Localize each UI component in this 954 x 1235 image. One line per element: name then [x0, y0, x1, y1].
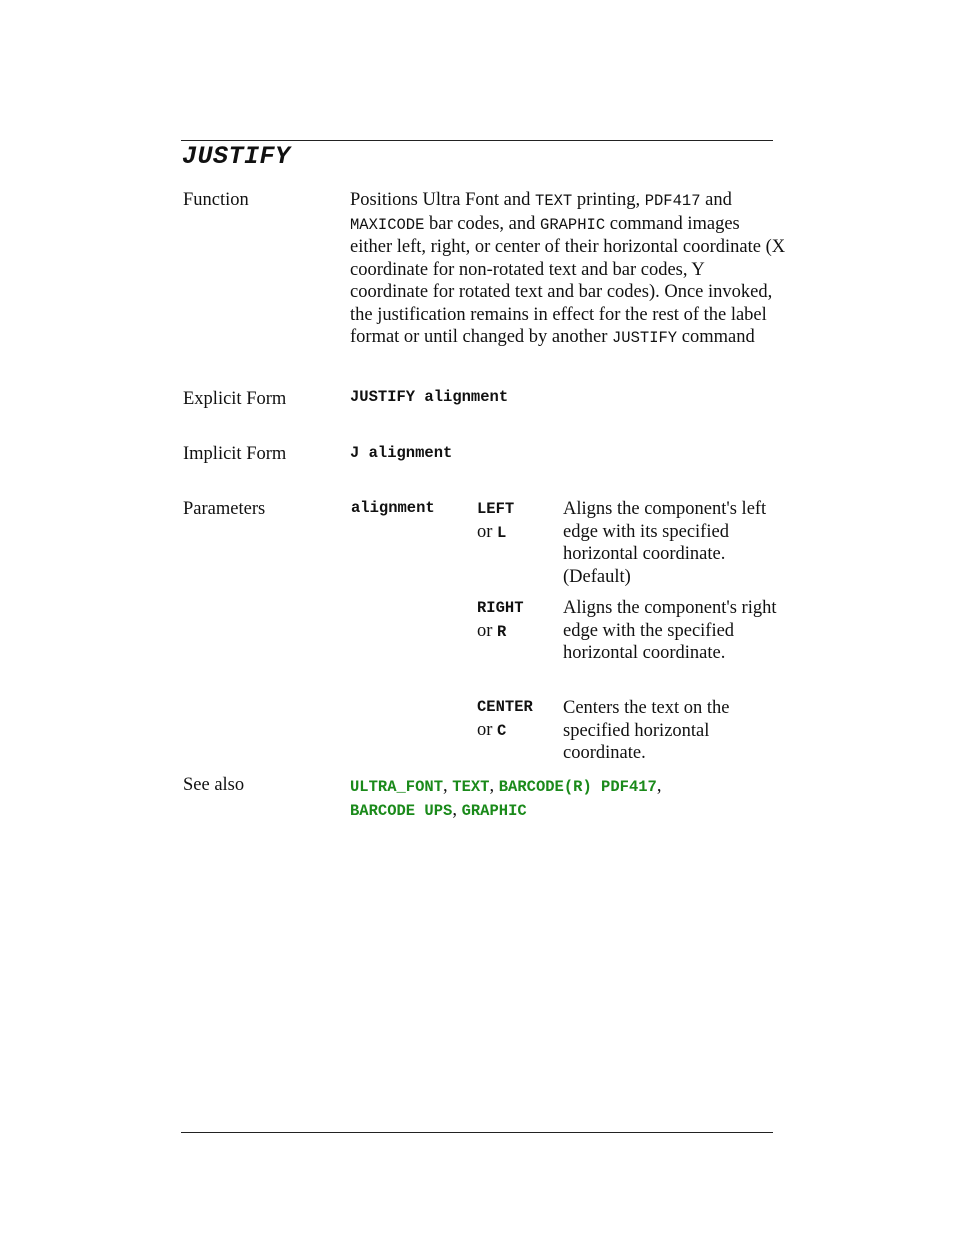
option-left-value — [477, 497, 514, 544]
option-short-code: C — [497, 721, 507, 740]
inline-code: MAXICODE — [350, 215, 425, 234]
option-value-code: RIGHT — [477, 599, 524, 617]
see-also-label: See also — [183, 775, 245, 795]
text-run: and — [700, 190, 732, 210]
link-separator: , — [443, 776, 453, 796]
see-also-links — [350, 775, 750, 822]
implicit-form-value: J alignment — [350, 444, 453, 462]
explicit-form-label: Explicit Form — [183, 389, 287, 409]
option-short-code: L — [497, 523, 507, 542]
option-center-value — [477, 695, 533, 742]
link-barcode-pdf417[interactable]: BARCODE(R) PDF417 — [498, 778, 657, 796]
inline-code: JUSTIFY — [612, 329, 678, 347]
option-or-word: or — [477, 719, 498, 740]
implicit-form-label: Implicit Form — [183, 444, 287, 464]
option-right-description: Aligns the component's right edge with the specified horizontal coordinate. — [563, 598, 777, 663]
function-description — [350, 189, 786, 350]
link-separator: , — [656, 776, 662, 796]
page-title: JUSTIFY — [182, 142, 291, 171]
link-separator: , — [452, 799, 462, 820]
option-or-word: or — [477, 521, 498, 542]
function-label: Function — [183, 190, 249, 210]
link-ultra-font[interactable]: ULTRA_FONT — [350, 778, 444, 796]
option-or-word: or — [477, 620, 498, 641]
link-text[interactable]: TEXT — [452, 778, 490, 796]
text-run: printing, — [572, 190, 645, 210]
text-run: bar codes, and — [424, 213, 541, 234]
text-run: command — [677, 327, 755, 347]
text-run: Positions Ultra Font and — [350, 190, 536, 210]
inline-code: PDF417 — [644, 192, 701, 210]
inline-code: TEXT — [535, 192, 573, 210]
option-right-value — [477, 596, 524, 643]
inline-code: GRAPHIC — [540, 215, 606, 234]
option-value-code: LEFT — [477, 500, 515, 518]
link-graphic[interactable]: GRAPHIC — [461, 801, 527, 820]
link-barcode-ups[interactable]: BARCODE UPS — [350, 801, 453, 820]
text-run: command images either left, right, or center of their horizontal coordinate (X coordinate for non-rotated text and bar codes, Y coordinate for rotated text and bar codes). Once invoked, the justification remains in effect for the rest of the label format or until changed by another — [350, 213, 786, 347]
parameter-name: alignment — [351, 499, 435, 517]
top-rule — [181, 140, 773, 141]
parameters-label: Parameters — [183, 499, 266, 519]
option-center-description: Centers the text on the specified horizontal coordinate. — [563, 698, 730, 763]
option-value-code: CENTER — [477, 698, 533, 716]
bottom-rule — [181, 1132, 773, 1133]
option-left-description: Aligns the component's left edge with its specified horizontal coordinate. (Default) — [563, 499, 767, 587]
explicit-form-value: JUSTIFY alignment — [350, 388, 509, 406]
link-separator: , — [489, 776, 499, 796]
option-short-code: R — [497, 622, 507, 641]
